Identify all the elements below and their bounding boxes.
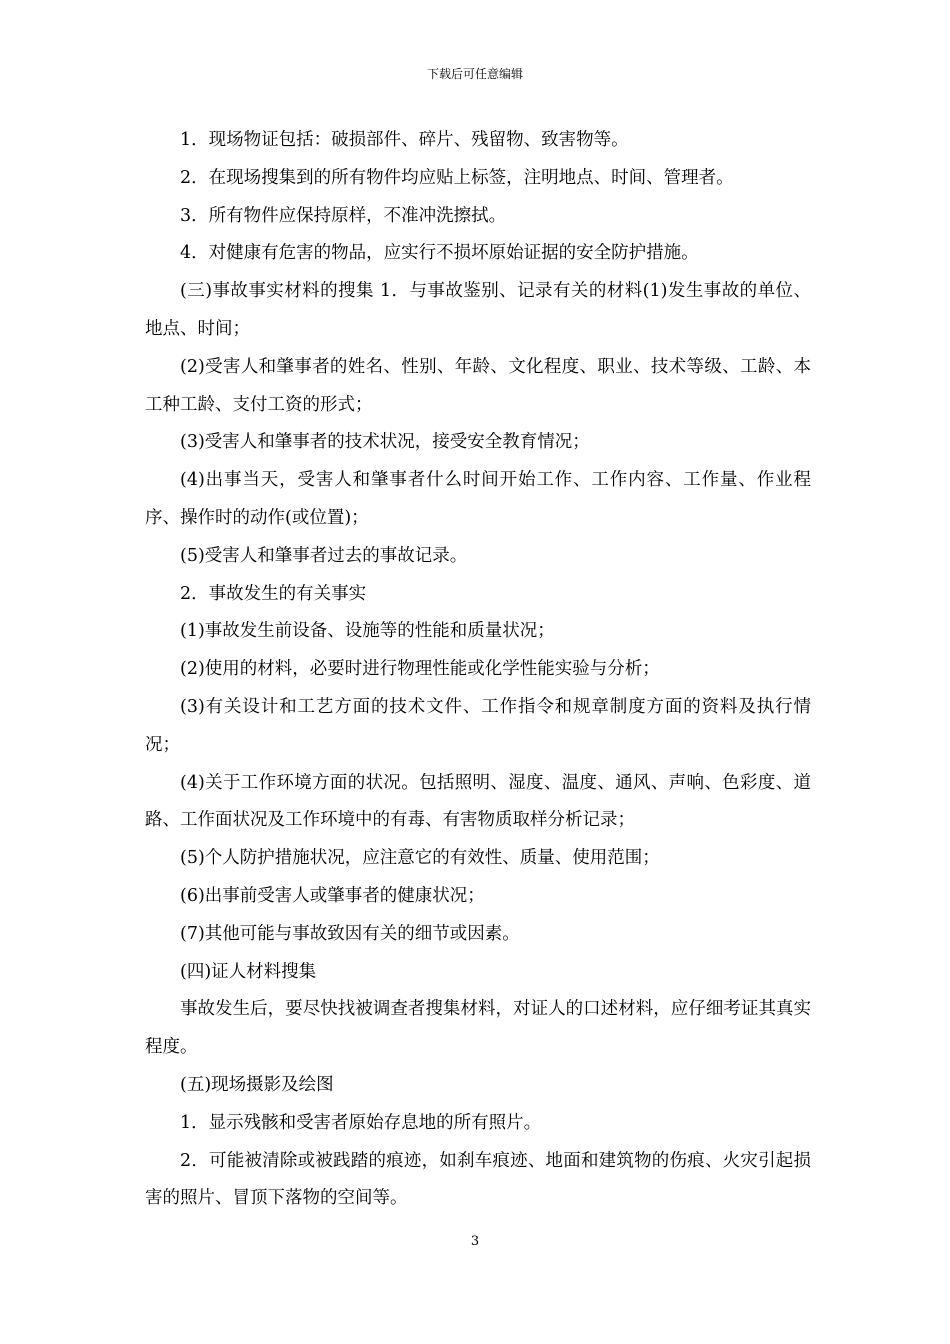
paragraph: (3)有关设计和工艺方面的技术文件、工作指令和规章制度方面的资料及执行情况；	[145, 696, 811, 755]
paragraph: (5)受害人和肇事者过去的事故记录。	[180, 545, 468, 566]
paragraph: (三)事故事实材料的搜集 1．与事故鉴别、记录有关的材料(1)发生事故的单位、地点、时间；	[145, 281, 811, 339]
paragraph: (7)其他可能与事故致因有关的细节或因素。	[180, 923, 520, 944]
paragraph: 事故发生后，要尽快找被调查者搜集材料，对证人的口述材料，应仔细考证其真实程度。	[145, 999, 811, 1058]
paragraph: 2．可能被清除或被践踏的痕迹，如刹车痕迹、地面和建筑物的伤痕、火灾引起损害的照片、冒顶下落物的空间等。	[145, 1150, 811, 1209]
paragraph: 3．所有物件应保持原样，不准冲洗擦拭。	[180, 205, 507, 226]
paragraph: (5)个人防护措施状况，应注意它的有效性、质量、使用范围；	[180, 848, 660, 869]
paragraph: (4)关于工作环境方面的状况。包括照明、湿度、温度、通风、声响、色彩度、道路、工作面状况及工作环境中的有毒、有害物质取样分析记录；	[145, 772, 811, 831]
paragraph: (6)出事前受害人或肇事者的健康状况；	[180, 885, 485, 906]
paragraph: (4)出事当天，受害人和肇事者什么时间开始工作、工作内容、工作量、作业程序、操作时的动作(或位置)；	[145, 470, 811, 528]
document-body	[145, 122, 811, 1218]
paragraph: (五)现场摄影及绘图	[180, 1074, 334, 1095]
paragraph: (四)证人材料搜集	[180, 961, 317, 982]
paragraph: 2．事故发生的有关事实	[180, 583, 367, 604]
page-number: 3	[470, 1234, 480, 1249]
paragraph: 2．在现场搜集到的所有物件均应贴上标签，注明地点、时间、管理者。	[180, 167, 734, 188]
paragraph: (1)事故发生前设备、设施等的性能和质量状况；	[180, 621, 555, 642]
paragraph: (2)受害人和肇事者的姓名、性别、年龄、文化程度、职业、技术等级、工龄、本工种工龄、支付工资的形式；	[145, 356, 811, 415]
paragraph: 4．对健康有危害的物品，应实行不损坏原始证据的安全防护措施。	[180, 243, 699, 264]
paragraph: (3)受害人和肇事者的技术状况，接受安全教育情况；	[180, 432, 590, 453]
paragraph: (2)使用的材料，必要时进行物理性能或化学性能实验与分析；	[180, 659, 660, 680]
page-header: 下载后可任意编辑	[426, 67, 523, 81]
paragraph: 1．显示残骸和受害者原始存息地的所有照片。	[180, 1112, 542, 1133]
paragraph: 1．现场物证包括：破损部件、碎片、残留物、致害物等。	[180, 130, 629, 150]
